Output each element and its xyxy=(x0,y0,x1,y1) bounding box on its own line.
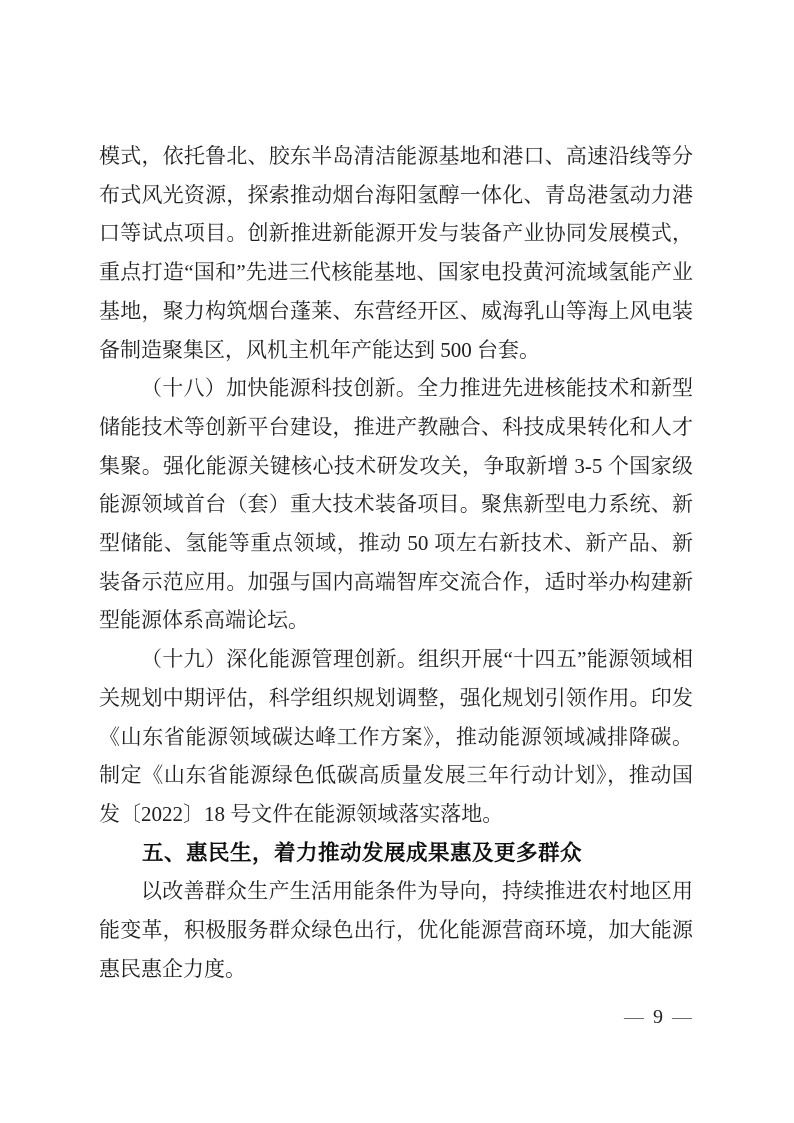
body-paragraph-item-18: （十八）加快能源科技创新。全力推进先进核能技术和新型储能技术等创新平台建设，推进产教融合、科技成果转化和人才集聚。强化能源关键核心技术研发攻关，争取新增 3-5 个国家级能源领域首台（套）重大技术装备项目。聚焦新型电力系统、新型储能、氢能等重点领域，推动 50 项左右新技术、新产品、新装备示范应用。加强与国内高端智库交流合作，适时举办构建新型能源体系高端论坛。 xyxy=(99,376,693,633)
body-paragraph-benefit: 以改善群众生产生活用能条件为导向，持续推进农村地区用能变革，积极服务群众绿色出行，优化能源营商环境，加大能源惠民惠企力度。 xyxy=(99,879,693,981)
page-number xyxy=(624,1002,692,1032)
page-number-value: 9 xyxy=(653,1006,663,1028)
page-number-left-dash: — xyxy=(624,1006,644,1028)
page-number-right-dash: — xyxy=(672,1006,692,1028)
body-paragraph-continuation: 模式，依托鲁北、胶东半岛清洁能源基地和港口、高速沿线等分布式风光资源，探索推动烟台海阳氢醇一体化、青岛港氢动力港口等试点项目。创新推进新能源开发与装备产业协同发展模式，重点打造“国和”先进三代核能基地、国家电投黄河流域氢能产业基地，聚力构筑烟台蓬莱、东营经开区、威海乳山等海上风电装备制造聚集区，风机主机年产能达到 500 台套。 xyxy=(99,144,693,362)
section-heading-five: 五、惠民生，着力推动发展成果惠及更多群众 xyxy=(142,840,583,865)
body-paragraph-item-19: （十九）深化能源管理创新。组织开展“十四五”能源领域相关规划中期评估，科学组织规划调整，强化规划引领作用。印发《山东省能源领域碳达峰工作方案》，推动能源领域减排降碳。制定《山东省能源绿色低碳高质量发展三年行动计划》，推动国发〔2022〕18 号文件在能源领域落实落地。 xyxy=(99,647,693,826)
text-block xyxy=(99,137,693,988)
